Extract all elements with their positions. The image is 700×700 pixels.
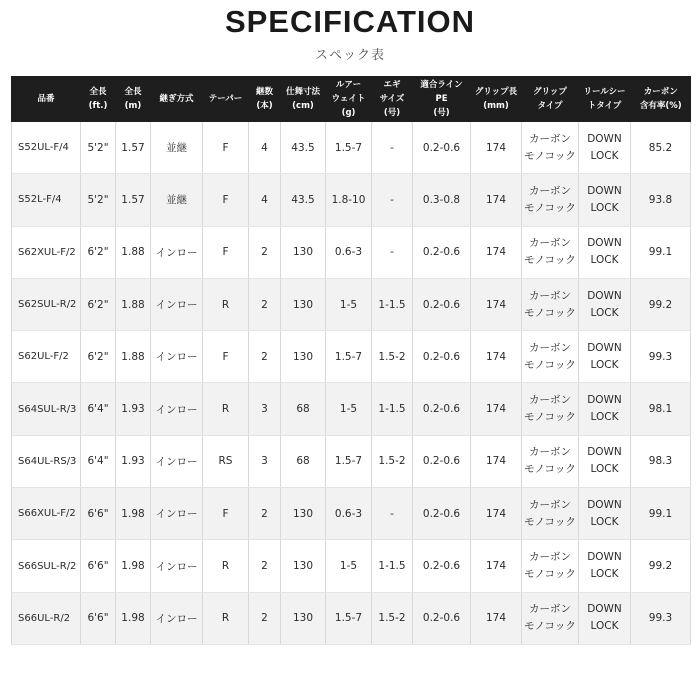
cell-length-m: 1.98 [116, 592, 151, 644]
cell-taper: F [203, 122, 249, 174]
header-label: (cm) [292, 101, 314, 111]
table-row [12, 435, 691, 487]
reel-seat-line: DOWN [587, 446, 622, 459]
cell-carbon-content: 99.3 [631, 592, 691, 644]
cell-joint-type: インロー [151, 226, 203, 278]
cell-grip-length: 174 [471, 435, 522, 487]
table-row [12, 226, 691, 278]
cell-grip-type [522, 383, 579, 435]
cell-closed-length: 68 [281, 435, 326, 487]
cell-pe-line: 0.2-0.6 [413, 592, 471, 644]
table-row [12, 383, 691, 435]
header-pe-line [413, 76, 471, 122]
cell-pieces: 4 [249, 122, 281, 174]
cell-length-ft: 5'2" [81, 174, 116, 226]
cell-pe-line: 0.2-0.6 [413, 122, 471, 174]
header-length-m [116, 76, 151, 122]
cell-carbon-content: 98.3 [631, 435, 691, 487]
cell-closed-length: 130 [281, 226, 326, 278]
cell-taper: R [203, 278, 249, 330]
reel-seat-line: DOWN [587, 289, 622, 302]
cell-pieces: 2 [249, 540, 281, 592]
cell-grip-length: 174 [471, 278, 522, 330]
cell-joint-type: インロー [151, 592, 203, 644]
cell-length-m: 1.57 [116, 122, 151, 174]
reel-seat-line: DOWN [587, 551, 622, 564]
cell-model: S52UL-F/4 [12, 122, 81, 174]
reel-seat-line: LOCK [590, 411, 619, 424]
page-title: SPECIFICATION [224, 4, 476, 39]
header-joint-type [151, 76, 203, 122]
header-label: テーパー [208, 94, 243, 104]
cell-lure-weight: 0.6-3 [326, 488, 372, 540]
cell-lure-weight: 1-5 [326, 540, 372, 592]
header-carbon-content [631, 76, 691, 122]
reel-seat-line: LOCK [590, 620, 619, 633]
header-label: (m) [124, 101, 142, 111]
reel-seat-line: LOCK [590, 201, 619, 214]
reel-seat-line: DOWN [587, 603, 622, 616]
cell-joint-type: インロー [151, 540, 203, 592]
header-label: (号) [433, 108, 450, 118]
cell-closed-length: 130 [281, 331, 326, 383]
cell-pe-line: 0.2-0.6 [413, 278, 471, 330]
header-label: PE [435, 94, 448, 104]
cell-reel-seat-type [579, 383, 631, 435]
cell-length-m: 1.88 [116, 278, 151, 330]
grip-type-line: カーボン [529, 132, 571, 145]
cell-grip-type [522, 331, 579, 383]
cell-grip-type [522, 122, 579, 174]
header-length-ft [81, 76, 116, 122]
cell-grip-length: 174 [471, 488, 522, 540]
header-label: (ft.) [88, 101, 108, 111]
reel-seat-line: LOCK [590, 463, 619, 476]
cell-grip-type [522, 278, 579, 330]
cell-carbon-content: 99.2 [631, 540, 691, 592]
reel-seat-line: LOCK [590, 568, 619, 581]
cell-closed-length: 43.5 [281, 122, 326, 174]
cell-pieces: 2 [249, 226, 281, 278]
table-row [12, 488, 691, 540]
cell-egi-size: 1.5-2 [372, 592, 413, 644]
cell-taper: F [203, 226, 249, 278]
header-label: タイプ [537, 101, 563, 111]
grip-type-line: カーボン [529, 341, 571, 354]
header-label: 全長 [89, 87, 107, 97]
cell-grip-type [522, 488, 579, 540]
header-label: 適合ライン [420, 80, 463, 90]
cell-length-m: 1.98 [116, 540, 151, 592]
header-label: 継ぎ方式 [159, 94, 194, 104]
cell-reel-seat-type [579, 435, 631, 487]
cell-grip-length: 174 [471, 592, 522, 644]
cell-model: S52L-F/4 [12, 174, 81, 226]
cell-length-m: 1.88 [116, 331, 151, 383]
cell-length-m: 1.98 [116, 488, 151, 540]
header-label: (号) [383, 108, 401, 118]
cell-pieces: 2 [249, 278, 281, 330]
header-label: (mm) [483, 101, 509, 111]
cell-grip-type [522, 435, 579, 487]
reel-seat-line: LOCK [590, 254, 619, 267]
grip-type-line: カーボン [529, 603, 571, 616]
cell-joint-type: インロー [151, 383, 203, 435]
cell-egi-size: 1.5-2 [372, 331, 413, 383]
cell-carbon-content: 85.2 [631, 122, 691, 174]
cell-closed-length: 130 [281, 540, 326, 592]
cell-length-ft: 6'2" [81, 331, 116, 383]
cell-reel-seat-type [579, 488, 631, 540]
cell-length-m: 1.57 [116, 174, 151, 226]
reel-seat-line: LOCK [590, 306, 619, 319]
cell-pieces: 2 [249, 592, 281, 644]
cell-length-m: 1.93 [116, 435, 151, 487]
reel-seat-line: DOWN [587, 341, 622, 354]
cell-egi-size: 1-1.5 [372, 540, 413, 592]
header-label: リールシー [583, 87, 626, 97]
cell-pe-line: 0.3-0.8 [413, 174, 471, 226]
cell-lure-weight: 1.5-7 [326, 435, 372, 487]
grip-type-line: カーボン [529, 184, 571, 197]
cell-pieces: 3 [249, 383, 281, 435]
grip-type-line: カーボン [529, 551, 571, 564]
cell-carbon-content: 93.8 [631, 174, 691, 226]
cell-reel-seat-type [579, 592, 631, 644]
cell-lure-weight: 1-5 [326, 278, 372, 330]
header-model [12, 76, 81, 122]
grip-type-line: カーボン [529, 446, 571, 459]
cell-pe-line: 0.2-0.6 [413, 488, 471, 540]
grip-type-line: モノコック [524, 411, 576, 424]
cell-model: S64SUL-R/3 [12, 383, 81, 435]
header-egi-size [372, 76, 413, 122]
cell-pieces: 4 [249, 174, 281, 226]
cell-closed-length: 130 [281, 488, 326, 540]
header-closed-length [281, 76, 326, 122]
cell-model: S62UL-F/2 [12, 331, 81, 383]
cell-carbon-content: 99.1 [631, 226, 691, 278]
cell-lure-weight: 1.5-7 [326, 592, 372, 644]
cell-model: S64UL-RS/3 [12, 435, 81, 487]
cell-egi-size: 1-1.5 [372, 383, 413, 435]
grip-type-line: モノコック [524, 149, 576, 162]
header-label: ウェイト [331, 94, 366, 104]
cell-carbon-content: 99.1 [631, 488, 691, 540]
cell-length-ft: 6'6" [81, 592, 116, 644]
reel-seat-line: DOWN [587, 394, 622, 407]
cell-egi-size: - [372, 488, 413, 540]
cell-length-ft: 6'4" [81, 383, 116, 435]
cell-lure-weight: 1.5-7 [326, 122, 372, 174]
header-grip-type [522, 76, 579, 122]
cell-model: S62XUL-F/2 [12, 226, 81, 278]
cell-reel-seat-type [579, 278, 631, 330]
header-label: グリップ長 [474, 87, 518, 97]
header-label: 品番 [37, 94, 55, 104]
header-label: グリップ [533, 87, 567, 97]
table-row [12, 122, 691, 174]
reel-seat-line: LOCK [590, 515, 619, 528]
grip-type-line: モノコック [524, 568, 576, 581]
cell-model: S62SUL-R/2 [12, 278, 81, 330]
table-row [12, 174, 691, 226]
reel-seat-line: DOWN [587, 132, 622, 145]
reel-seat-line: DOWN [587, 184, 622, 197]
cell-reel-seat-type [579, 174, 631, 226]
grip-type-line: モノコック [524, 201, 576, 214]
cell-joint-type: インロー [151, 278, 203, 330]
cell-lure-weight: 1.5-7 [326, 331, 372, 383]
header-label: エギ [383, 80, 401, 90]
header-label: (g) [341, 108, 356, 118]
cell-length-ft: 6'4" [81, 435, 116, 487]
reel-seat-line: DOWN [587, 498, 622, 511]
cell-grip-length: 174 [471, 174, 522, 226]
page-subtitle: スペック表 [314, 48, 385, 63]
cell-taper: R [203, 592, 249, 644]
cell-lure-weight: 0.6-3 [326, 226, 372, 278]
cell-taper: R [203, 540, 249, 592]
cell-model: S66SUL-R/2 [12, 540, 81, 592]
header-label: トタイプ [587, 101, 622, 111]
cell-egi-size: 1-1.5 [372, 278, 413, 330]
spec-table-header [12, 76, 691, 122]
cell-grip-length: 174 [471, 331, 522, 383]
cell-model: S66UL-R/2 [12, 592, 81, 644]
grip-type-line: カーボン [529, 498, 571, 511]
cell-pe-line: 0.2-0.6 [413, 435, 471, 487]
grip-type-line: モノコック [524, 306, 576, 319]
cell-egi-size: - [372, 226, 413, 278]
cell-joint-type: 並継 [151, 122, 203, 174]
cell-egi-size: - [372, 122, 413, 174]
cell-lure-weight: 1.8-10 [326, 174, 372, 226]
cell-closed-length: 43.5 [281, 174, 326, 226]
cell-carbon-content: 99.2 [631, 278, 691, 330]
grip-type-line: モノコック [524, 358, 576, 371]
cell-grip-length: 174 [471, 383, 522, 435]
cell-length-ft: 6'2" [81, 278, 116, 330]
cell-taper: F [203, 488, 249, 540]
header-label: (本) [256, 101, 273, 111]
cell-closed-length: 130 [281, 278, 326, 330]
grip-type-line: カーボン [529, 394, 571, 407]
spec-table [11, 76, 691, 645]
reel-seat-line: DOWN [587, 237, 622, 250]
cell-egi-size: 1.5-2 [372, 435, 413, 487]
grip-type-line: モノコック [524, 463, 576, 476]
cell-reel-seat-type [579, 540, 631, 592]
cell-closed-length: 130 [281, 592, 326, 644]
cell-pe-line: 0.2-0.6 [413, 226, 471, 278]
header-label: 仕舞寸法 [285, 87, 320, 97]
cell-lure-weight: 1-5 [326, 383, 372, 435]
header-lure-weight [326, 76, 372, 122]
cell-reel-seat-type [579, 331, 631, 383]
cell-grip-type [522, 592, 579, 644]
grip-type-line: モノコック [524, 620, 576, 633]
cell-joint-type: インロー [151, 435, 203, 487]
header-label: サイズ [379, 94, 405, 104]
cell-model: S66XUL-F/2 [12, 488, 81, 540]
header-reel-seat-type [579, 76, 631, 122]
header-label: ルアー [335, 80, 362, 90]
cell-pe-line: 0.2-0.6 [413, 540, 471, 592]
cell-reel-seat-type [579, 122, 631, 174]
reel-seat-line: LOCK [590, 149, 619, 162]
table-row [12, 592, 691, 644]
spec-table-body [12, 122, 691, 644]
cell-pieces: 2 [249, 331, 281, 383]
cell-taper: R [203, 383, 249, 435]
cell-taper: F [203, 174, 249, 226]
header-label: カーボン [643, 87, 678, 97]
grip-type-line: モノコック [524, 515, 576, 528]
cell-joint-type: 並継 [151, 174, 203, 226]
cell-reel-seat-type [579, 226, 631, 278]
cell-length-m: 1.93 [116, 383, 151, 435]
cell-pe-line: 0.2-0.6 [413, 331, 471, 383]
reel-seat-line: LOCK [590, 358, 619, 371]
cell-length-ft: 6'2" [81, 226, 116, 278]
grip-type-line: カーボン [529, 237, 571, 250]
cell-carbon-content: 98.1 [631, 383, 691, 435]
cell-grip-length: 174 [471, 122, 522, 174]
cell-length-ft: 5'2" [81, 122, 116, 174]
cell-grip-type [522, 226, 579, 278]
cell-pe-line: 0.2-0.6 [413, 383, 471, 435]
cell-closed-length: 68 [281, 383, 326, 435]
header-taper [203, 76, 249, 122]
cell-joint-type: インロー [151, 488, 203, 540]
header-label: 含有率(%) [639, 101, 682, 111]
header-label: 継数 [255, 87, 273, 97]
table-row [12, 331, 691, 383]
table-row [12, 278, 691, 330]
header-grip-length [471, 76, 522, 122]
cell-grip-length: 174 [471, 540, 522, 592]
grip-type-line: カーボン [529, 289, 571, 302]
cell-carbon-content: 99.3 [631, 331, 691, 383]
cell-length-m: 1.88 [116, 226, 151, 278]
cell-joint-type: インロー [151, 331, 203, 383]
cell-length-ft: 6'6" [81, 488, 116, 540]
cell-grip-type [522, 540, 579, 592]
grip-type-line: モノコック [524, 254, 576, 267]
cell-grip-length: 174 [471, 226, 522, 278]
cell-grip-type [522, 174, 579, 226]
header-label: 全長 [124, 87, 142, 97]
cell-pieces: 3 [249, 435, 281, 487]
header-pieces [249, 76, 281, 122]
table-row [12, 540, 691, 592]
cell-egi-size: - [372, 174, 413, 226]
cell-taper: F [203, 331, 249, 383]
cell-taper: RS [203, 435, 249, 487]
cell-pieces: 2 [249, 488, 281, 540]
cell-length-ft: 6'6" [81, 540, 116, 592]
